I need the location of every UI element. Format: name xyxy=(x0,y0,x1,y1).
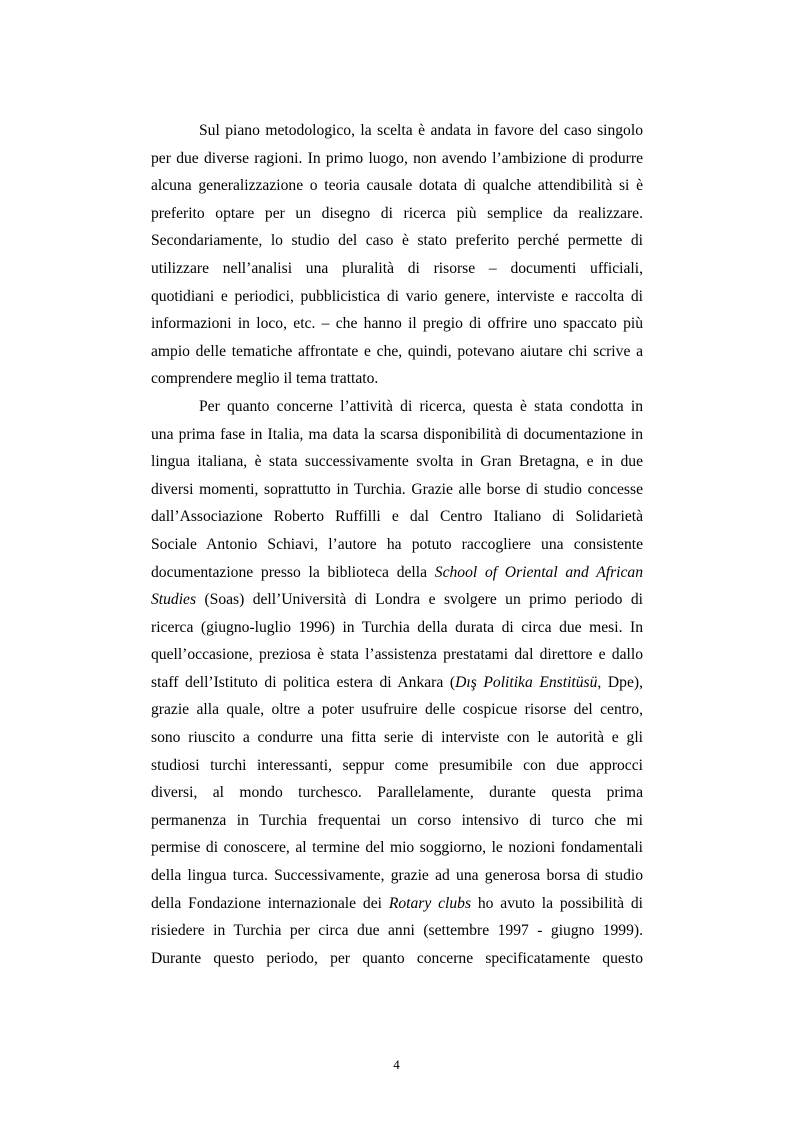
italic-text: Rotary clubs xyxy=(388,894,472,912)
text-run: dall’Associazione Roberto Ruffilli e dal Centro Italiano di Solidarietà xyxy=(151,508,643,526)
text-line xyxy=(151,310,643,338)
text-line xyxy=(151,503,643,531)
text-line xyxy=(151,945,643,973)
text-line xyxy=(151,641,643,669)
body-text xyxy=(151,117,643,972)
italic-text: School of Oriental and African xyxy=(434,563,644,581)
text-run: Secondariamente, lo studio del caso è stato preferito perché permette di xyxy=(151,232,643,250)
text-run: per due diverse ragioni. In primo luogo, non avendo l’ambizione di produrre xyxy=(151,149,643,167)
text-run: ho avuto la possibilità di xyxy=(471,894,643,912)
text-line xyxy=(151,283,643,311)
text-run: , Dpe), xyxy=(597,673,643,691)
text-run: Sociale Antonio Schiavi, l’autore ha potuto raccogliere una consistente xyxy=(151,535,643,553)
text-run: sono riuscito a condurre una fitta serie di interviste con le autorità e gli xyxy=(151,729,643,747)
text-line xyxy=(151,696,643,724)
text-run: Sul piano metodologico, la scelta è andata in favore del caso singolo xyxy=(199,122,643,139)
text-run: quotidiani e periodici, pubblicistica di vario genere, interviste e raccolta di xyxy=(151,287,643,305)
text-run: quell’occasione, preziosa è stata l’assistenza prestatami dal direttore e dallo xyxy=(151,646,643,664)
italic-text: Studies xyxy=(151,591,197,609)
text-line xyxy=(151,807,643,835)
text-line xyxy=(151,338,643,366)
page-number: 4 xyxy=(393,1057,400,1072)
text-line xyxy=(151,255,643,283)
text-line xyxy=(151,227,643,255)
text-run: lingua italiana, è stata successivamente svolta in Gran Bretagna, e in due xyxy=(151,453,643,471)
text-line xyxy=(151,200,643,228)
text-line xyxy=(151,669,643,697)
text-line xyxy=(151,724,643,752)
text-line xyxy=(151,752,643,780)
text-line xyxy=(151,834,643,862)
text-run: (Soas) dell’Università di Londra e svolgere un primo periodo di xyxy=(196,591,643,609)
italic-text: Dış Politika Enstitüsü xyxy=(455,673,598,691)
text-line xyxy=(151,172,643,200)
text-run: Per quanto concerne l’attività di ricerca, questa è stata condotta in xyxy=(199,397,643,415)
text-line xyxy=(151,365,643,393)
text-run: informazioni in loco, etc. – che hanno il pregio di offrire uno spaccato più xyxy=(151,315,643,333)
text-line xyxy=(151,476,643,504)
text-run: permise di conoscere, al termine del mio soggiorno, le nozioni fondamentali xyxy=(151,839,643,857)
text-run: diversi momenti, soprattutto in Turchia. Grazie alle borse di studio concesse xyxy=(151,480,643,498)
text-run: ampio delle tematiche affrontate e che, quindi, potevano aiutare chi scrive a xyxy=(151,342,643,360)
text-line xyxy=(151,862,643,890)
text-run: comprendere meglio il tema trattato. xyxy=(151,370,379,388)
text-run: documentazione presso la biblioteca della xyxy=(151,563,435,581)
text-run: una prima fase in Italia, ma data la scarsa disponibilità di documentazione in xyxy=(151,425,643,443)
text-run: staff dell’Istituto di politica estera di Ankara ( xyxy=(151,673,456,691)
text-run: preferito optare per un disegno di ricerca più semplice da realizzare. xyxy=(151,204,643,222)
text-line xyxy=(151,779,643,807)
paragraph xyxy=(151,393,643,972)
text-run: della Fondazione internazionale dei xyxy=(151,894,389,912)
text-line xyxy=(151,531,643,559)
text-line xyxy=(151,448,643,476)
text-run: grazie alla quale, oltre a poter usufruire delle cospicue risorse del centro, xyxy=(151,701,643,719)
text-line xyxy=(151,917,643,945)
text-run: risiedere in Turchia per circa due anni (settembre 1997 - giugno 1999). xyxy=(151,922,643,940)
text-line xyxy=(151,614,643,642)
text-run: utilizzare nell’analisi una pluralità di risorse – documenti ufficiali, xyxy=(151,259,643,277)
text-run: diversi, al mondo turchesco. Parallelamente, durante questa prima xyxy=(151,784,643,802)
text-line xyxy=(151,421,643,449)
text-line xyxy=(151,117,643,145)
text-run: studiosi turchi interessanti, seppur come presumibile con due approcci xyxy=(151,756,643,774)
text-run: Durante questo periodo, per quanto concerne specificatamente questo xyxy=(151,949,643,967)
text-run: alcuna generalizzazione o teoria causale dotata di qualche attendibilità si è xyxy=(151,177,643,195)
paragraph xyxy=(151,117,643,393)
text-line xyxy=(151,393,643,421)
text-line xyxy=(151,559,643,587)
text-run: permanenza in Turchia frequentai un corso intensivo di turco che mi xyxy=(151,811,643,829)
text-run: della lingua turca. Successivamente, grazie ad una generosa borsa di studio xyxy=(151,867,643,885)
text-line xyxy=(151,586,643,614)
text-line xyxy=(151,145,643,173)
text-line xyxy=(151,890,643,918)
text-run: ricerca (giugno-luglio 1996) in Turchia della durata di circa due mesi. In xyxy=(151,618,643,636)
